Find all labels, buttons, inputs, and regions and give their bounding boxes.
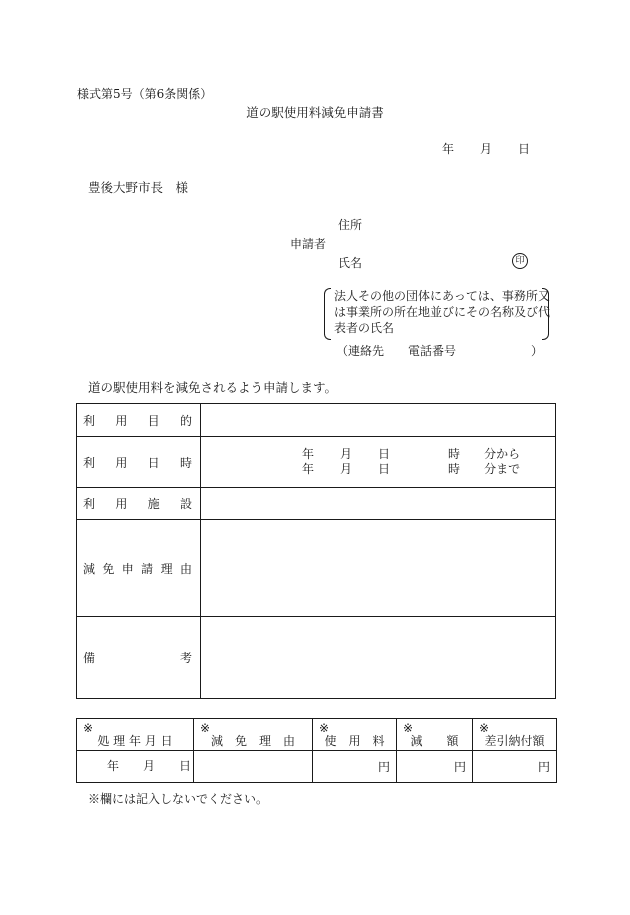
header-reduction-reason: ※ 減 免 理 由: [194, 719, 313, 751]
reduction-reason-field: [194, 751, 313, 783]
contact-label: （連絡先 電話番号: [336, 344, 457, 358]
date-day: 日: [518, 142, 531, 156]
reason-row: [77, 520, 556, 617]
date-year: 年: [442, 142, 455, 156]
name-label: 氏名: [338, 256, 363, 270]
purpose-row: [77, 404, 556, 437]
remarks-label: 備 考: [83, 651, 192, 665]
application-date: [442, 142, 530, 156]
header-reduction-amount: ※ 減 額: [397, 719, 473, 751]
application-table: [76, 403, 556, 699]
document-title: 道の駅使用料減免申請書: [246, 105, 384, 120]
addressee: 豊後大野市長 様: [88, 180, 189, 195]
office-value-row: [77, 751, 557, 783]
purpose-field[interactable]: [201, 404, 556, 437]
datetime-row: [77, 437, 556, 488]
header-processing-date: ※ 処 理 年 月 日: [77, 719, 194, 751]
remarks-row: [77, 617, 556, 699]
office-use-footnote: ※欄には記入しないでください。: [88, 792, 269, 806]
header-net-payment: ※ 差引納付額: [473, 719, 557, 751]
datetime-field[interactable]: [201, 437, 556, 488]
corporate-note: 法人その他の団体にあっては、事務所又は事業所の所在地並びにその名称及び代表者の氏名: [334, 289, 551, 335]
processing-date-field: 年 月 日: [77, 751, 194, 783]
applicant-label: 申請者: [290, 237, 327, 251]
reason-label: 減 免 申 請 理 由: [83, 561, 192, 576]
purpose-label: 利 用 目 的: [83, 413, 192, 428]
remarks-field[interactable]: [201, 617, 556, 699]
office-header-row: [77, 719, 557, 751]
net-payment-field: 円: [473, 751, 557, 783]
datetime-to: 年 月 日 時 分まで: [302, 462, 521, 476]
reduction-amount-field: 円: [397, 751, 473, 783]
header-usage-fee: ※ 使 用 料: [313, 719, 397, 751]
facility-row: [77, 488, 556, 520]
reason-field[interactable]: [201, 520, 556, 617]
facility-field[interactable]: [201, 488, 556, 520]
contact-close: ）: [531, 344, 544, 358]
corporate-note-bracket-right: [542, 288, 549, 340]
datetime-label: 利 用 日 時: [83, 455, 192, 470]
usage-fee-field: 円: [313, 751, 397, 783]
office-use-table: [76, 718, 557, 783]
form-number: 様式第5号（第6条関係）: [77, 87, 213, 101]
address-label: 住所: [338, 218, 363, 232]
seal-mark: 印: [512, 253, 528, 269]
facility-label: 利 用 施 設: [83, 497, 192, 511]
date-month: 月: [480, 142, 493, 156]
application-statement: 道の駅使用料を減免されるよう申請します。: [88, 380, 338, 395]
datetime-from: 年 月 日 時 分から: [302, 447, 521, 461]
